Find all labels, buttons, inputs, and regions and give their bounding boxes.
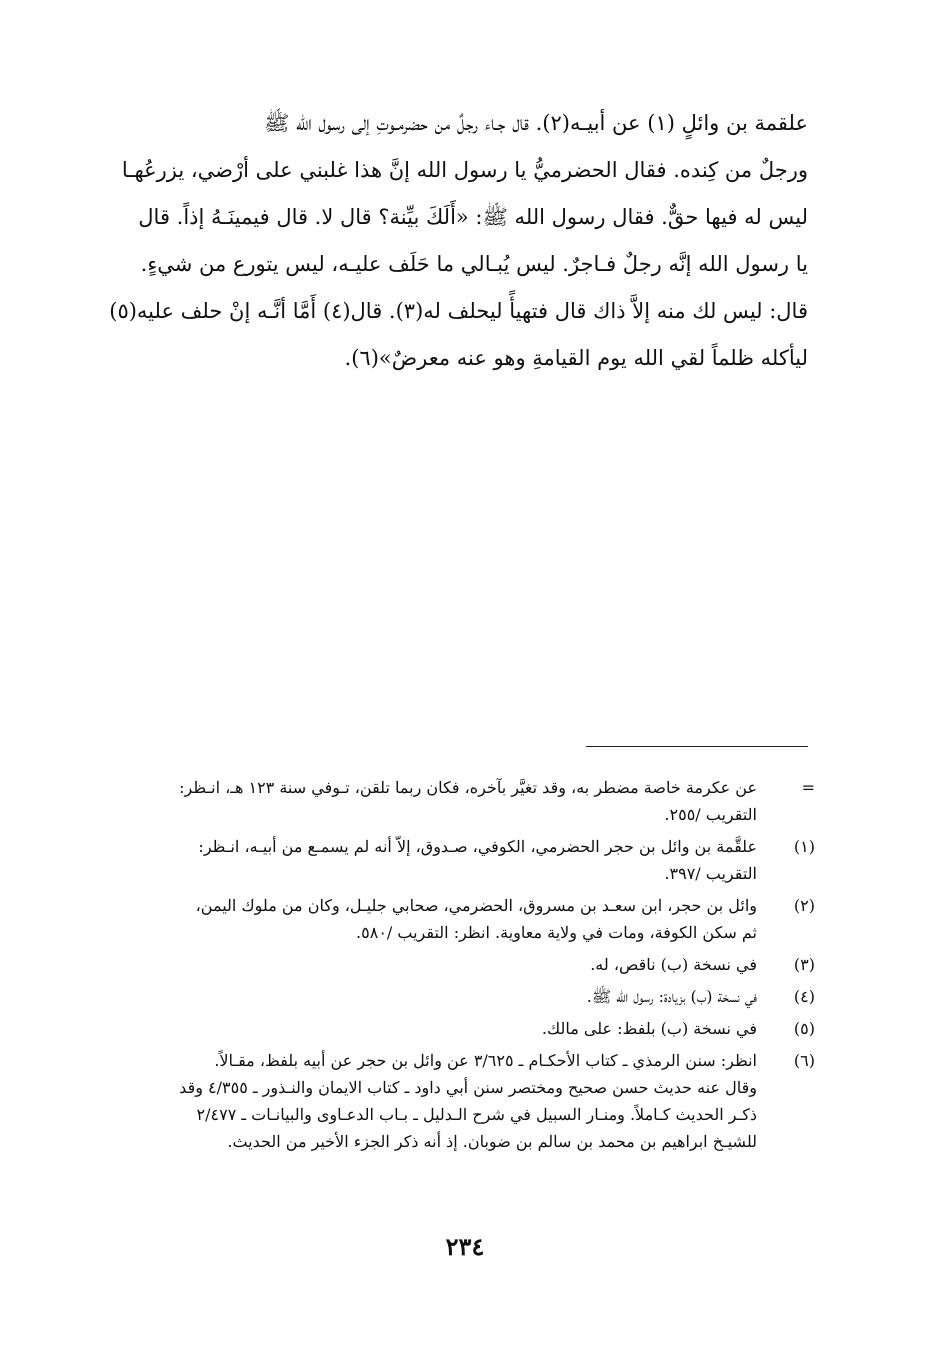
footnote-3: [115, 951, 815, 978]
footnote-line: ثم سكن الكوفة، ومات في ولاية معاوية. انظر: التقريب /٥٨٠.: [356, 923, 757, 942]
footnote-body: [115, 1047, 757, 1155]
footnote-line: وائل بن حجر، ابن سعـد بن مسروق، الحضرمي، صحابي جليـل، وكان من ملوك اليمن،: [195, 896, 757, 915]
footnote-line: التقريب /٣٩٧.: [664, 864, 757, 883]
footnote-marker: (٤): [793, 987, 815, 1006]
footnote-2: [115, 892, 815, 946]
footnote-marker: (١): [793, 837, 815, 856]
footnote-body: [115, 833, 757, 887]
text-line: ورجلٌ من كِنده. فقال الحضرميُّ يا رسول الله إنَّ هذا غلبني على أرْضي، يزرعُهـا: [121, 158, 808, 182]
footnote-1: [115, 833, 815, 887]
footnote-body: [115, 1015, 757, 1042]
text-line: ليأكله ظلماً لقي الله يوم القيامةِ وهو عنه معرضٌ»(٦).: [344, 346, 808, 370]
footnote-line: علقَّمة بن وائل بن حجر الحضرمي، الكوفي، صـدوق، إلاّ أنه لم يسمـع من أبيـه، انـظر:: [198, 837, 757, 856]
footnote-line: ذكـر الحديث كـاملاً. ومنـار السبيل في شرح الـدليل ـ بـاب الدعـاوى والبيانـات ـ ٢/٤٧٧: [196, 1105, 757, 1124]
footnote-marker: (٢): [793, 896, 815, 915]
hadith-text: [109, 100, 808, 382]
footnote-line: في نسخة (ب) بزيادة: رسول الله ﷺ.: [586, 987, 757, 1006]
footnote-line: عن عكرمة خاصة مضطر به، وقد تغيَّر بآخره، فكان ربما تلقن، تـوفي سنة ١٢٣ هـ، انـظر:: [179, 778, 757, 797]
footnote-marker: (٣): [793, 955, 815, 974]
footnote-body: [115, 983, 757, 1010]
footnote-line: للشيـخ ابراهيم بن محمد بن سالم بن ضوبان. إذ أنه ذكر الجزء الأخير من الحديث.: [227, 1132, 757, 1151]
footnote-marker: (٦): [793, 1051, 815, 1070]
footnote-line: في نسخة (ب) ناقص، له.: [590, 955, 757, 974]
footnote-line: انظر: سنن الرمذي ـ كتاب الأحكـام ـ ٣/٦٢٥ عن وائل بن حجر عن أبيه بلفظ، مقـالاً.: [214, 1051, 757, 1070]
page-number: ٢٣٤: [445, 1232, 485, 1261]
footnote-marker: (٥): [793, 1019, 815, 1038]
footnote-6: [115, 1047, 815, 1155]
footnote-body: [115, 774, 757, 828]
footnotes: [115, 774, 815, 1160]
footnote-4: [115, 983, 815, 1010]
footnote-line: التقريب /٢٥٥.: [664, 805, 757, 824]
footnote-body: [115, 892, 757, 946]
text-line: يا رسول الله إنَّه رجلٌ فـاجرٌ. ليس يُبـالي ما حَلَف عليـه، ليس يتورع من شيءٍ.: [140, 252, 808, 276]
footnote-continued: [115, 774, 815, 828]
text-line: علقمة بن وائلٍ (١) عن أبيـه(٢). قال جـاء رجلٌ من حضرمـوتِ إلى رسول الله ﷺ: [263, 111, 808, 135]
footnote-body: [115, 951, 757, 978]
footnote-separator: [586, 746, 808, 747]
footnote-marker: =: [801, 778, 815, 797]
footnote-line: في نسخة (ب) بلفظ: على مالك.: [541, 1019, 757, 1038]
footnote-line: وقال عنه حديث حسن صحيح ومختصر سنن أبي داود ـ كتاب الايمان والنـذور ـ ٤/٣٥٥ وقد: [179, 1078, 757, 1097]
text-line: قال: ليس لك منه إلاَّ ذاك قال فتهيأً ليحلف له(٣). قال(٤) أَمَّا أنَّـه إنْ حلف عليه(٥): [109, 299, 808, 323]
footnote-5: [115, 1015, 815, 1042]
text-line: ليس له فيها حقٌّ. فقال رسول الله ﷺ: «أَلَكَ بيِّنة؟ قال لا. قال فيمينَـهُ إذاً. قال: [138, 205, 808, 229]
